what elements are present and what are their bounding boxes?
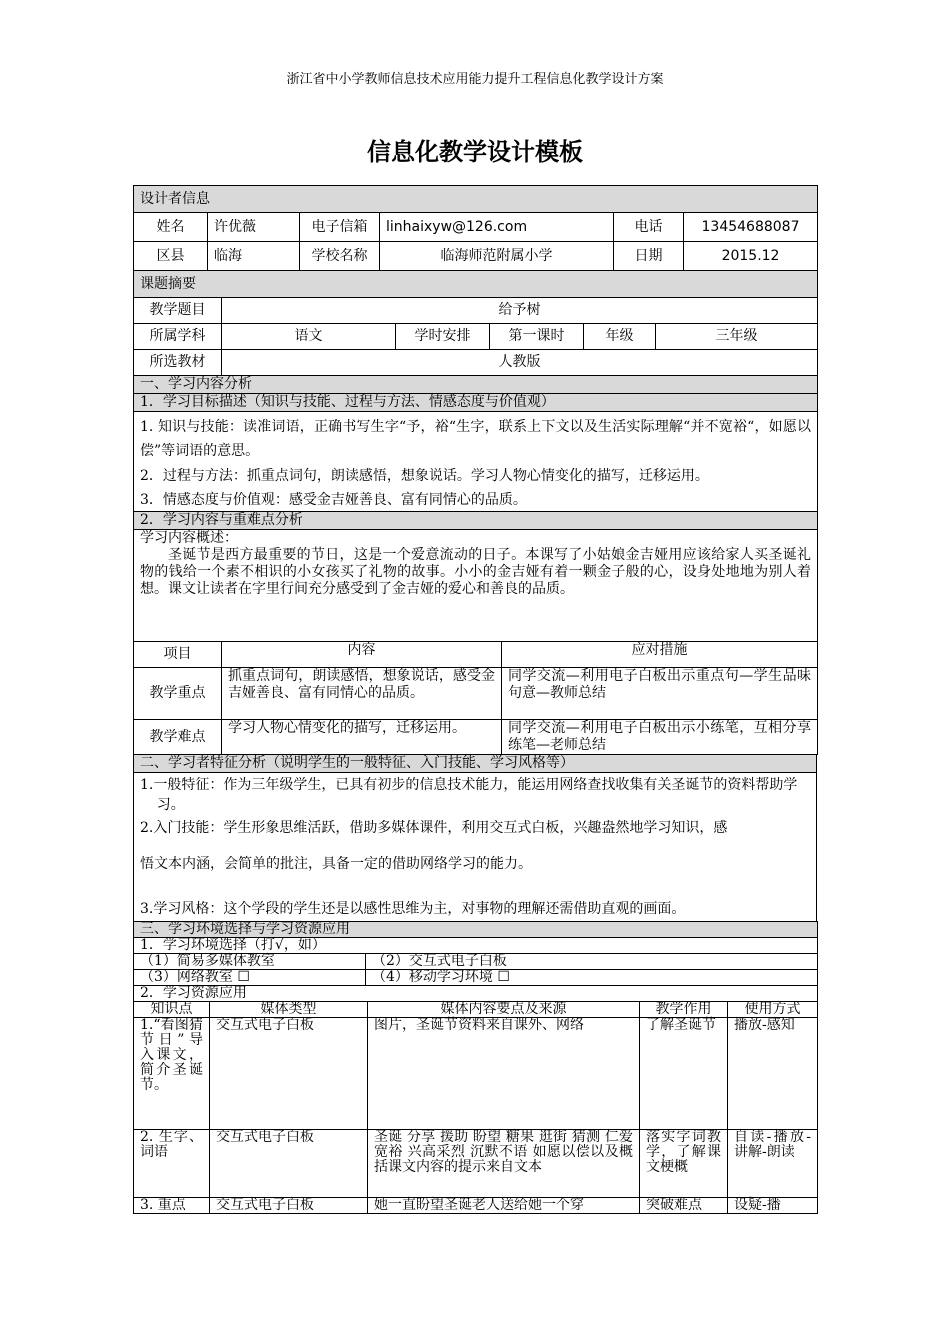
phone-label: 电话 — [614, 213, 684, 242]
res-row-3-media: 交互式电子白板 — [210, 1198, 368, 1214]
environment-table — [133, 921, 818, 1002]
school-value: 临海师范附属小学 — [380, 242, 614, 271]
env-option-1: （1）简易多媒体教室 — [134, 954, 366, 970]
col-item: 项目 — [134, 642, 222, 668]
res-col-0: 知识点 — [134, 1002, 210, 1018]
res-row-1-content: 图片，圣诞节资料来自课外、网络 — [368, 1018, 640, 1130]
res-col-4: 使用方式 — [728, 1002, 818, 1018]
textbook-value: 人教版 — [222, 350, 818, 376]
learner-p2a: 2.入门技能：学生形象思维活跃，借助多媒体课件，利用交互式白板，兴趣盎然地学习知识，感 — [140, 820, 728, 836]
learner-p2b: 悟文本内涵，会简单的批注，具备一定的借助网络学习的能力。 — [140, 856, 532, 872]
res-row-3-role: 突破难点 — [640, 1198, 728, 1214]
date-value: 2015.12 — [684, 242, 818, 271]
subject-label: 所属学科 — [134, 324, 222, 350]
hours-label: 学时安排 — [396, 324, 490, 350]
hours-value: 第一课时 — [490, 324, 584, 350]
col-content: 内容 — [222, 642, 502, 668]
section-learner: 二、学习者特征分析（说明学生的一般特征、入门技能、学习风格等） — [134, 755, 817, 773]
page-header: 浙江省中小学教师信息技术应用能力提升工程信息化教学设计方案 — [286, 72, 664, 87]
school-label: 学校名称 — [300, 242, 380, 271]
res-row-2-usage: 自读-播放-讲解-朗读 — [728, 1130, 818, 1198]
textbook-label: 所选教材 — [134, 350, 222, 376]
content-analysis-table — [133, 375, 818, 755]
analysis-title: 2．学习内容与重难点分析 — [134, 512, 818, 530]
key-label: 教学重点 — [134, 668, 222, 720]
res-row-1-role: 了解圣诞节 — [640, 1018, 728, 1130]
diff-label: 教学难点 — [134, 720, 222, 755]
col-measure: 应对措施 — [502, 642, 818, 668]
env-select-title: 1．学习环境选择（打√，如） — [134, 938, 818, 954]
goal-3: 3．情感态度与价值观：感受金吉娅善良、富有同情心的品质。 — [140, 492, 527, 508]
learner-p3: 3.学习风格：这个学段的学生还是以感性思维为主，对事物的理解还需借助直观的画面。 — [140, 901, 686, 917]
res-row-2-media: 交互式电子白板 — [210, 1130, 368, 1198]
res-row-3-usage: 设疑-播 — [728, 1198, 818, 1214]
name-value: 许优薇 — [208, 213, 300, 242]
key-content: 抓重点词句，朗读感悟，想象说话，感受金吉娅善良、富有同情心的品质。 — [222, 668, 502, 720]
grade-value: 三年级 — [656, 324, 818, 350]
topic-label: 教学题目 — [134, 298, 222, 324]
env-option-2: （2）交互式电子白板 — [366, 954, 818, 970]
goal-1: 1. 知识与技能：读准词语，正确书写生字“予，裕“生字，联系上下文以及生活实际理解“并不宽裕“，如愿以偿”等词语的意思。 — [140, 419, 812, 459]
res-row-1-usage: 播放-感知 — [728, 1018, 818, 1130]
overview-label: 学习内容概述： — [140, 530, 238, 546]
res-row-2-point: 2. 生字、词语 — [134, 1130, 210, 1198]
diff-content: 学习人物心情变化的描写，迁移运用。 — [222, 720, 502, 755]
env-option-4: （4）移动学习环境 ☐ — [366, 970, 818, 986]
learner-analysis-table — [133, 754, 817, 922]
summary-table — [133, 270, 818, 376]
res-row-1-media: 交互式电子白板 — [210, 1018, 368, 1130]
county-label: 区县 — [134, 242, 208, 271]
phone-value: 13454688087 — [684, 213, 818, 242]
topic-value: 给予树 — [222, 298, 818, 324]
res-row-2-content: 圣诞 分享 援助 盼望 糖果 逛街 猜测 仁爱 宽裕 兴高采烈 沉默不语 如愿以偿以及概括课文内容的提示来自文本 — [368, 1130, 640, 1198]
res-col-3: 教学作用 — [640, 1002, 728, 1018]
section-content: 一、学习内容分析 — [134, 376, 818, 394]
section-designer: 设计者信息 — [134, 186, 818, 213]
env-option-3: （3）网络教室 ☐ — [134, 970, 366, 986]
page-title: 信息化教学设计模板 — [367, 138, 583, 166]
date-label: 日期 — [614, 242, 684, 271]
res-row-1-point: 1.“看图猜节日”导入课文，简介圣诞节。 — [134, 1018, 210, 1130]
res-row-2-role: 落实字词教学，了解课文梗概 — [640, 1130, 728, 1198]
resource-title: 2．学习资源应用 — [134, 986, 818, 1002]
section-summary: 课题摘要 — [134, 271, 818, 298]
goal-2: 2．过程与方法：抓重点词句，朗读感悟，想象说话。学习人物心情变化的描写，迁移运用。 — [140, 468, 709, 484]
overview-text: 圣诞节是西方最重要的节日，这是一个爱意流动的日子。本课写了小姑娘金吉娅用应该给家人买圣诞礼物的钱给一个素不相识的小女孩买了礼物的故事。小小的金吉娅有着一颗金子般的心，设身处地地为别人着想。课文让读者在字里行间充分感受到了金吉娅的爱心和善良的品质。 — [140, 547, 812, 597]
design-form — [133, 185, 817, 1214]
diff-measure: 同学交流—利用电子白板出示小练笔，互相分享练笔—老师总结 — [502, 720, 818, 755]
designer-summary-table — [133, 185, 818, 271]
res-row-3-content: 她一直盼望圣诞老人送给她一个穿 — [368, 1198, 640, 1214]
section-environment: 三、学习环境选择与学习资源应用 — [134, 922, 818, 938]
subject-value: 语文 — [222, 324, 396, 350]
res-col-1: 媒体类型 — [210, 1002, 368, 1018]
email-value: linhaixyw@126.com — [380, 213, 614, 242]
key-measure: 同学交流—利用电子白板出示重点句—学生品味句意—教师总结 — [502, 668, 818, 720]
name-label: 姓名 — [134, 213, 208, 242]
grade-label: 年级 — [584, 324, 656, 350]
res-row-3-point: 3. 重点 — [134, 1198, 210, 1214]
res-col-2: 媒体内容要点及来源 — [368, 1002, 640, 1018]
goals-title: 1．学习目标描述（知识与技能、过程与方法、情感态度与价值观） — [134, 394, 818, 412]
learner-p1: 1.一般特征：作为三年级学生，已具有初步的信息技术能力，能运用网络查找收集有关圣诞节的资料帮助学习。 — [140, 777, 798, 813]
email-label: 电子信箱 — [300, 213, 380, 242]
county-value: 临海 — [208, 242, 300, 271]
resource-table — [133, 1001, 818, 1214]
